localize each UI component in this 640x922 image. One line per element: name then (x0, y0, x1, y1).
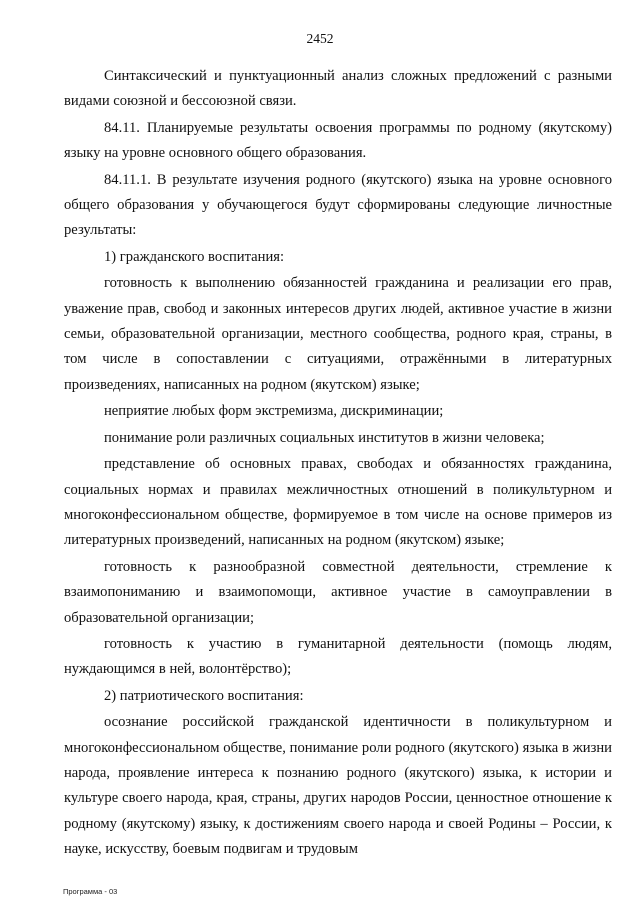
paragraph: представление об основных правах, свободах и обязанностях гражданина, социальных нормах и правилах межличностных отношений в поликультурном и многоконфессиональном обществе, формируемое в том числе на основе примеров из литературных произведений, написанных на родном (якутском) языке; (64, 456, 612, 549)
paragraph: готовность к выполнению обязанностей гражданина и реализации его прав, уважение прав, свобод и законных интересов других людей, активное участие в жизни семьи, образовательной организации, местного сообщества, родного края, страны, в том числе в сопоставлении с ситуациями, отражёнными в литературных произведениях, написанных на родном (якутском) языке; (64, 275, 612, 393)
paragraph: готовность к участию в гуманитарной деятельности (помощь людям, нуждающимся в ней, волонтёрство); (64, 635, 612, 678)
page-number: 2452 (306, 31, 334, 46)
footer-label: Программа - 03 (63, 887, 118, 896)
paragraph: готовность к разнообразной совместной деятельности, стремление к взаимопониманию и взаимопомощи, активное участие в самоуправлении в образовательной организации; (64, 558, 612, 626)
paragraph: неприятие любых форм экстремизма, дискриминации; (104, 403, 444, 420)
document-body (64, 64, 612, 863)
paragraph: осознание российской гражданской идентичности в поликультурном и многоконфессиональном обществе, понимание роли родного (якутского) языка в жизни народа, проявление интереса к познанию родного (якутского) языка, к истории и культуре своего народа, края, страны, других народов России, ценностное отношение к родному (якутскому) языку, к достижениям своего народа и своей Родины – России, к науке, искусству, боевым подвигам и трудовым (64, 714, 612, 858)
paragraph: 1) гражданского воспитания: (104, 248, 285, 265)
paragraph: 84.11. Планируемые результаты освоения программы по родному (якутскому) языку на уровне основного общего образования. (64, 119, 612, 162)
paragraph: понимание роли различных социальных институтов в жизни человека; (104, 429, 545, 446)
paragraph: 2) патриотического воспитания: (104, 687, 304, 704)
paragraph: Синтаксический и пунктуационный анализ сложных предложений с разными видами союзной и бессоюзной связи. (64, 68, 612, 110)
paragraph: 84.11.1. В результате изучения родного (якутского) языка на уровне основного общего образования у обучающегося будут сформированы следующие личностные результаты: (64, 171, 612, 239)
